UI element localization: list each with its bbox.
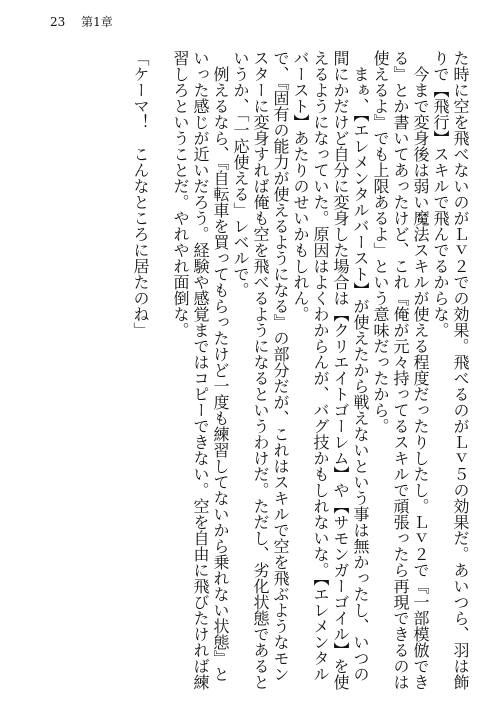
paragraph-3: まぁ、【エレメンタルバースト】が使えたから戦えないという事は無かったし、いつの間にかだけど自分に変身した場合は【クリエイトゴーレム】や【サモンガーゴイル】を使えるようになっていた。原因はよくわからんが、バグ技かもしれないな。【エレメンタルバースト】あたりのせいかもしれん。 <box>291 50 370 690</box>
paragraph-dialogue: 「ケーマ！ こんなところに居たのね」 <box>131 50 150 338</box>
paragraph-2: 今まで変身後は弱い魔法スキルが使える程度だったりしたし。Ｌｖ２で『一部模倣できる』とか書いてあったけど、これ『俺が元々持ってるスキルで頑張ったら再現できるのは使えるよ』でも上限あるよ」という意味だったから。 <box>371 50 430 690</box>
page-number: 23 <box>50 15 66 29</box>
chapter-title: 第1章 <box>81 15 113 29</box>
blank-line <box>150 50 170 690</box>
page-header <box>50 14 113 30</box>
paragraph-4: で、『固有の能力が使えるようになる』の部分だが、これはスキルで空を飛ぶようなモンスターに変身すれば俺も空を飛べるようになるというわけだ。ただし、劣化状態であるというか、「一応使える」レベルで。 <box>231 50 290 690</box>
paragraph-1: た時に空を飛べないのがＬｖ２での効果。飛べるのがＬｖ５の効果だ。あいつら、羽は飾りで【飛行】スキルで飛んでるからな。 <box>431 50 470 690</box>
paragraph-5: 例えるなら、『自転車を買ってもらったけど一度も練習してないから乗れない状態』といった感じが近いだろう。経験や感覚まではコピーできない。空を自由に飛びたければ練習しろということだ。やれやれ面倒な。 <box>171 50 230 690</box>
body-text <box>25 50 470 690</box>
